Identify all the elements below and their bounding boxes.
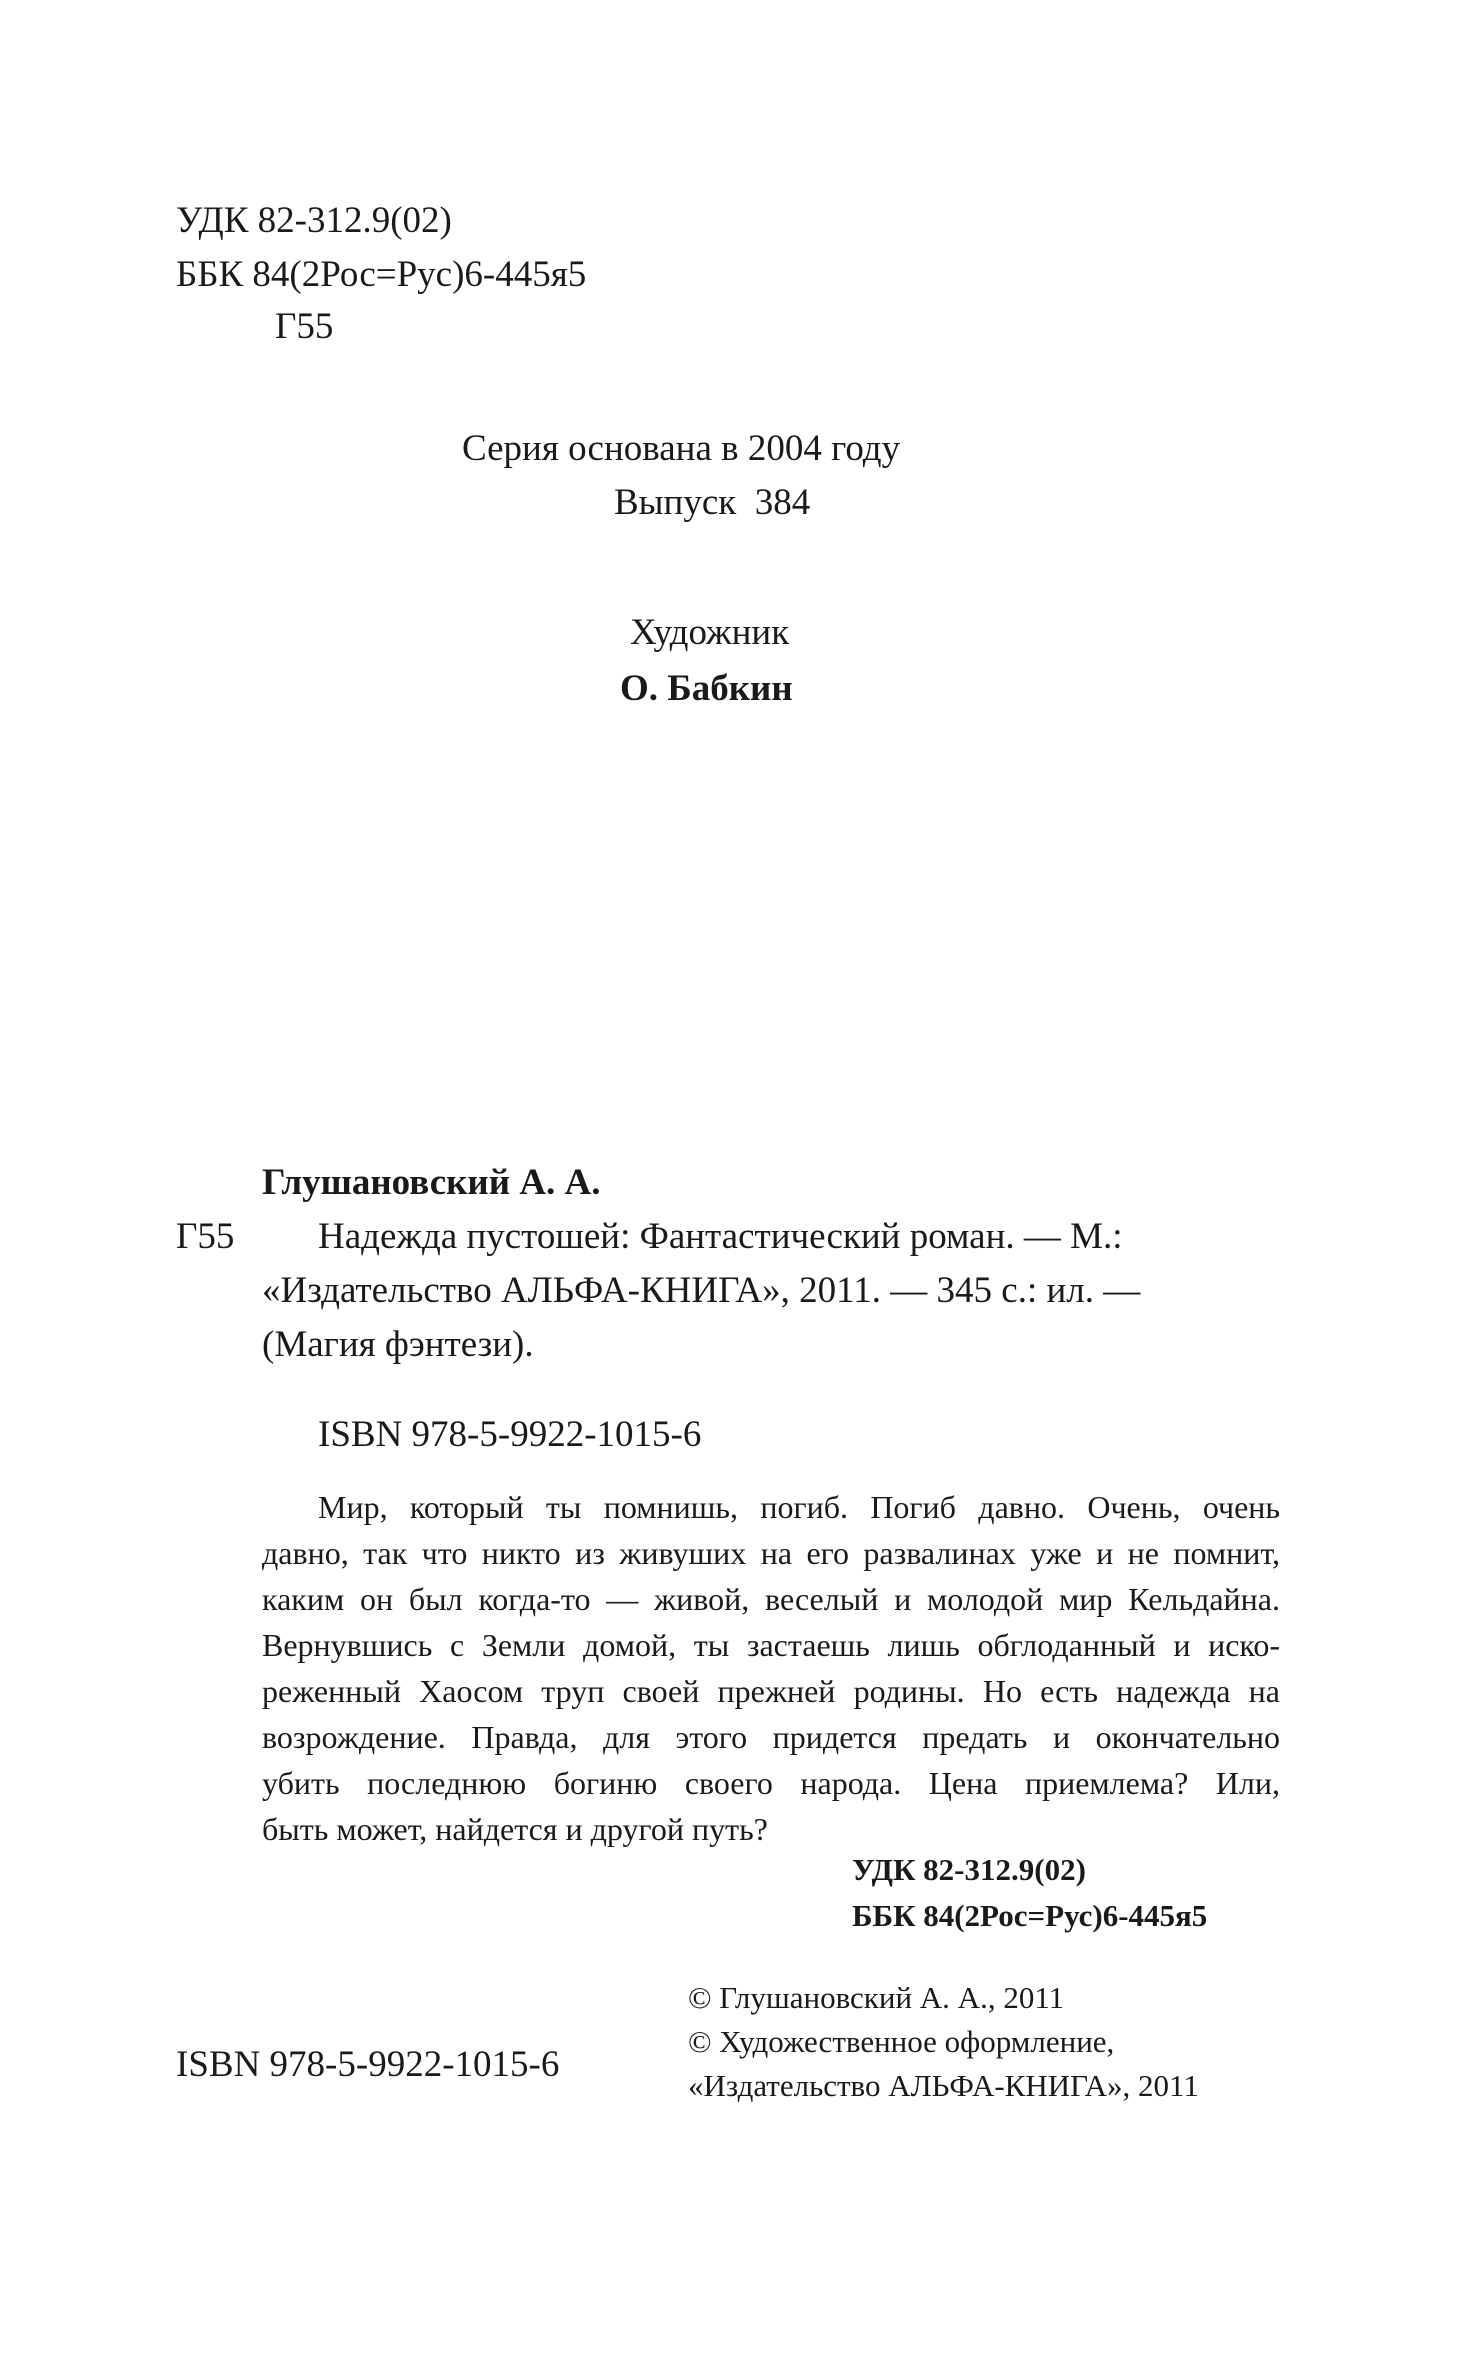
catalog-description-line: (Магия фэнтези).: [262, 1324, 534, 1365]
copyright-author: © Глушановский А. А., 2011: [688, 1980, 1065, 2015]
catalog-mark: Г55: [176, 1216, 235, 1257]
catalog-isbn: ISBN 978-5-9922-1015-6: [318, 1414, 702, 1455]
udk-code-bottom: УДК 82-312.9(02): [852, 1852, 1086, 1887]
annotation-line: Вернувшись с Земли домой, ты застаешь лишь обглоданный и иско-: [262, 1627, 1280, 1663]
catalog-description-line: «Издательство АЛЬФА-КНИГА», 2011. — 345 с.: ил. —: [262, 1270, 1141, 1311]
author-mark-top: Г55: [275, 306, 334, 347]
annotation-line: реженный Хаосом труп своей прежней родины. Но есть надежда на: [262, 1673, 1280, 1709]
catalog-author: Глушановский А. А.: [262, 1162, 601, 1203]
annotation-paragraph: [262, 1484, 1280, 1852]
series-issue: Выпуск 384: [614, 482, 811, 523]
annotation-line: возрождение. Правда, для этого придется предать и окончательно: [262, 1719, 1280, 1755]
annotation-line: быть может, найдется и другой путь?: [262, 1811, 768, 1847]
bbk-code-top: ББК 84(2Рос=Рус)6-445я5: [176, 254, 587, 295]
annotation-line: давно, так что никто из живуших на его развалинах уже и не помнит,: [262, 1535, 1280, 1571]
copyright-publisher: «Издательство АЛЬФА-КНИГА», 2011: [688, 2068, 1199, 2103]
catalog-description-line: Надежда пустошей: Фантастический роман. — М.:: [318, 1216, 1123, 1257]
udk-code-top: УДК 82-312.9(02): [176, 200, 452, 241]
annotation-line: каким он был когда-то — живой, веселый и молодой мир Кельдайна.: [262, 1581, 1280, 1617]
bbk-code-bottom: ББК 84(2Рос=Рус)6-445я5: [852, 1898, 1208, 1933]
annotation-line: Мир, который ты помнишь, погиб. Погиб давно. Очень, очень: [318, 1489, 1280, 1525]
artist-label: Художник: [630, 612, 790, 653]
annotation-line: убить последнюю богиню своего народа. Цена приемлема? Или,: [262, 1765, 1280, 1801]
copyright-design: © Художественное оформление,: [688, 2024, 1115, 2059]
isbn-bottom: ISBN 978-5-9922-1015-6: [176, 2044, 560, 2085]
series-founded: Серия основана в 2004 году: [462, 428, 901, 469]
artist-name: О. Бабкин: [620, 668, 793, 709]
